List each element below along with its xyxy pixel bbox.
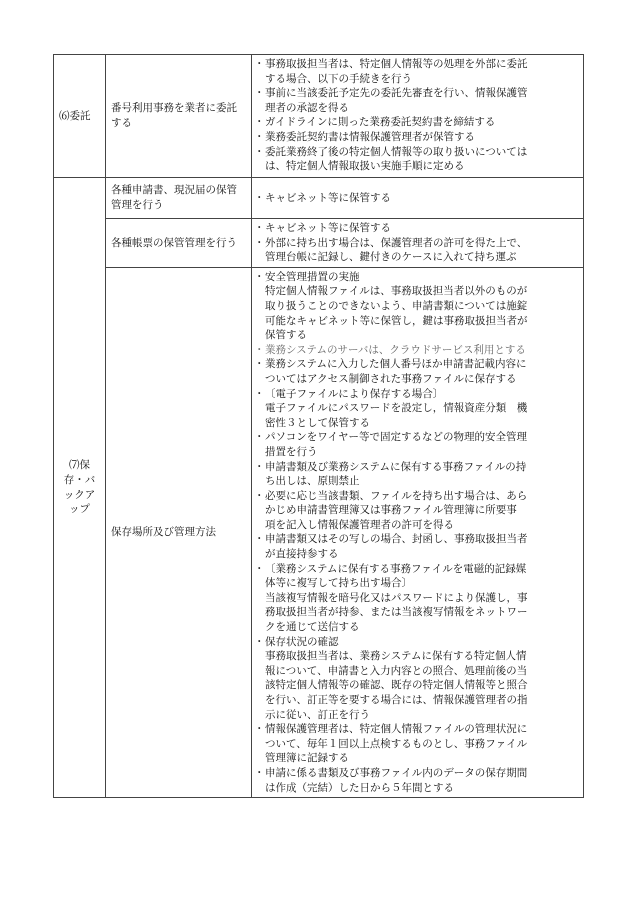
- list-item: ・ 申請に係る書類及び事務ファイル内のデータの保存期間 は作成（完結）した日から５年間とする: [255, 766, 579, 795]
- description-itaku: [252, 55, 584, 178]
- list-item: ・ ガイドラインに則った業務委託契約書を締結する: [255, 115, 579, 130]
- item-label-shinseisho: 各種申請書、現況届の保管管理を行う: [106, 178, 252, 219]
- list-item: ・ キャビネット等に保管する: [255, 221, 579, 236]
- table-row-hozon-3: [54, 267, 584, 797]
- table-row-itaku: [54, 55, 584, 178]
- list-item: ・ 業務委託契約書は情報保護管理者が保管する: [255, 130, 579, 145]
- list-item: ・ 委託業務終了後の特定個人情報等の取り扱いについては は、特定個人情報取扱い実施手順に定める: [255, 145, 579, 174]
- list-item: ・ 業務システムに入力した個人番号ほか申請書記載内容に ついてはアクセス制御された事務ファイルに保存する: [255, 357, 579, 386]
- list-item: ・ 申請書類又はその写しの場合、封函し、事務取扱担当者 が直接持参する: [255, 532, 579, 561]
- list-item: ・ パソコンをワイヤー等で固定するなどの物理的安全管理 措置を行う: [255, 430, 579, 459]
- list-item: ・ 外部に持ち出す場合は、保護管理者の許可を得た上で、 管理台帳に記録し、鍵付きのケースに入れて持ち運ぶ: [255, 236, 579, 265]
- policy-table: [53, 54, 584, 798]
- list-item: ・ 事務取扱担当者は、特定個人情報等の処理を外部に委託 する場合、以下の手続きを行う: [255, 57, 579, 86]
- section-label-hozon: ⑺保存・バックアップ: [54, 178, 106, 798]
- table-row-hozon-1: [54, 178, 584, 219]
- description-hozon-basho: [252, 267, 584, 797]
- list-item: ・ キャビネット等に保管する: [255, 191, 579, 206]
- section-label-itaku: ⑹委託: [54, 55, 106, 178]
- list-item: ・ 〔電子ファイルにより保存する場合〕 電子ファイルにパスワードを設定し，情報資産分類 機 密性３として保管する: [255, 387, 579, 431]
- description-chohyo: [252, 219, 584, 268]
- list-item: ・ 業務システムのサーバは、クラウドサービス利用とする: [255, 343, 579, 358]
- list-item: ・ 事前に当該委託予定先の委託先審査を行い、情報保護管 理者の承認を得る: [255, 86, 579, 115]
- item-label-hozon-basho: 保存場所及び管理方法: [106, 267, 252, 797]
- list-item: ・ 申請書類及び業務システムに保有する事務ファイルの持 ち出しは、原則禁止: [255, 460, 579, 489]
- description-shinseisho: [252, 178, 584, 219]
- list-item: ・ 情報保護管理者は、特定個人情報ファイルの管理状況に ついて、毎年１回以上点検するものとし、事務ファイル 管理簿に記録する: [255, 722, 579, 766]
- list-item: ・ 安全管理措置の実施 特定個人情報ファイルは、事務取扱担当者以外のものが 取り扱うことのできないよう、申請書類については施錠 可能なキャビネット等に保管し，鍵は事務取扱担当者が 保管する: [255, 270, 579, 343]
- table-row-hozon-2: [54, 219, 584, 268]
- list-item: ・ 必要に応じ当該書類、ファイルを持ち出す場合は、あら かじめ申請書管理簿又は事務ファイル管理簿に所要事 項を記入し情報保護管理者の許可を得る: [255, 489, 579, 533]
- item-label-itaku: 番号利用事務を業者に委託する: [106, 55, 252, 178]
- list-item: ・ 〔業務システムに保有する事務ファイルを電磁的記録媒 体等に複写して持ち出す場合〕 当該複写情報を暗号化又はパスワードにより保護し，事 務取扱担当者が持参、または当該複写情報をネットワー クを通じて送信する: [255, 562, 579, 635]
- item-label-chohyo: 各種帳票の保管管理を行う: [106, 219, 252, 268]
- list-item: ・ 保存状況の確認 事務取扱担当者は、業務システムに保有する特定個人情 報について、申請書と入力内容との照合、処理前後の当 該特定個人情報等の確認、既存の特定個人情報等と照合 を行い、訂正等を要する場合には、情報保護管理者の指 示に従い、訂正を行う: [255, 635, 579, 723]
